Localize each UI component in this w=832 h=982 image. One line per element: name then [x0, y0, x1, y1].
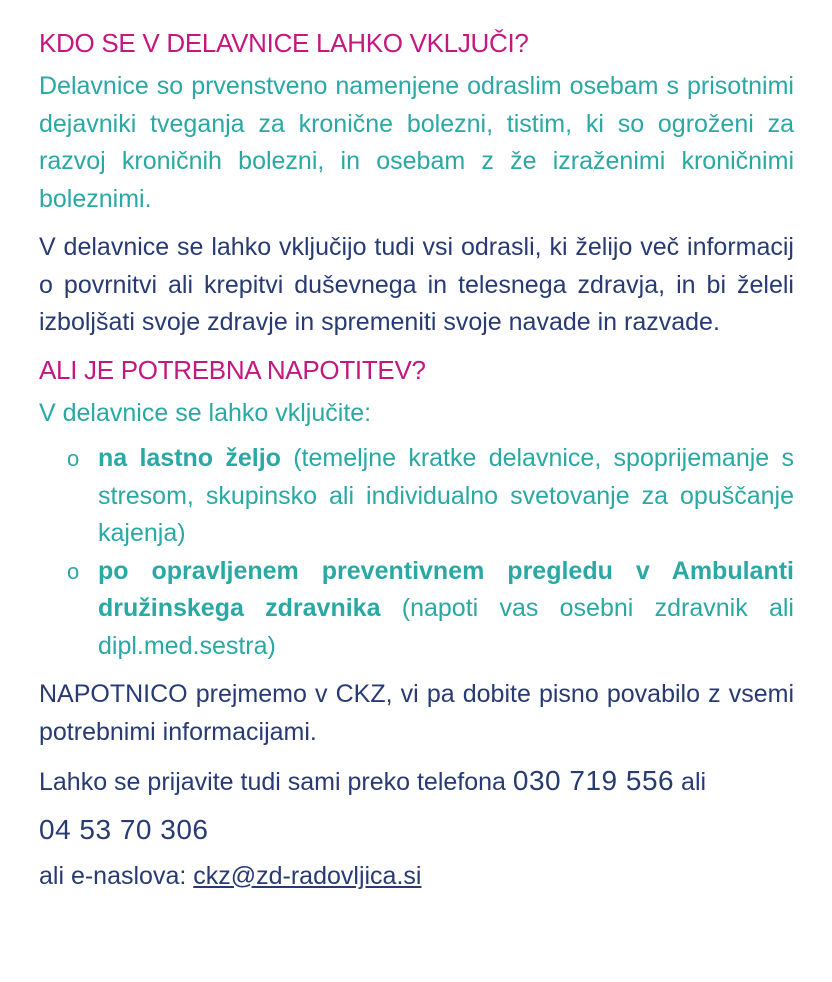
list-item: [39, 553, 794, 666]
referral-note: NAPOTNICO prejmemo v CKZ, vi pa dobite pisno povabilo z vsemi potrebnimi informacijami.: [39, 680, 794, 746]
section-heading-who: KDO SE V DELAVNICE LAHKO VKLJUČI?: [39, 28, 529, 58]
signup-prefix: Lahko se prijavite tudi sami preko telefona: [39, 768, 513, 796]
options-list: [39, 440, 794, 665]
list-item: [39, 440, 794, 553]
paragraph-all-adults: V delavnice se lahko vključijo tudi vsi odrasli, ki želijo več informacij o povrnitvi ali krepitvi duševnega in telesnega zdravja, in bi želeli izboljšati svoje zdravje in spremeniti svoje navade in razvade.: [39, 233, 794, 336]
signup-line: [39, 762, 794, 802]
circle-bullet-icon: o: [67, 558, 80, 584]
option-detail-text: (temeljne kratke delavnice, spoprijemanje s stresom, skupinsko ali individualno svetovanje za opuščanje kajenja): [98, 444, 794, 547]
email-prefix: ali e-naslova:: [39, 861, 194, 890]
section-heading-referral: ALI JE POTREBNA NAPOTITEV?: [39, 354, 426, 385]
email-line: [39, 858, 794, 896]
option-bold-text: po opravljenem preventivnem pregledu v Ambulanti družinskega zdravnika: [98, 556, 794, 622]
paragraph-target-group: Delavnice so prvenstveno namenjene odraslim osebam s prisotnimi dejavniki tveganja za kronične bolezni, tistim, ki so ogroženi za razvoj kroničnih bolezni, in osebam z že izraženimi kroničnimi boleznimi.: [39, 72, 794, 213]
phone-number-secondary[interactable]: 04 53 70 306: [39, 813, 209, 845]
email-link[interactable]: ckz@zd-radovljica.si: [193, 861, 422, 890]
signup-suffix: ali: [674, 768, 707, 796]
options-intro: V delavnice se lahko vključite:: [39, 398, 372, 427]
option-bold-text: na lastno željo: [98, 444, 281, 472]
phone-number-primary[interactable]: 030 719 556: [512, 765, 675, 796]
circle-bullet-icon: o: [67, 446, 80, 471]
option-detail-text: (napoti vas osebni zdravnik ali dipl.med.sestra): [98, 594, 794, 660]
